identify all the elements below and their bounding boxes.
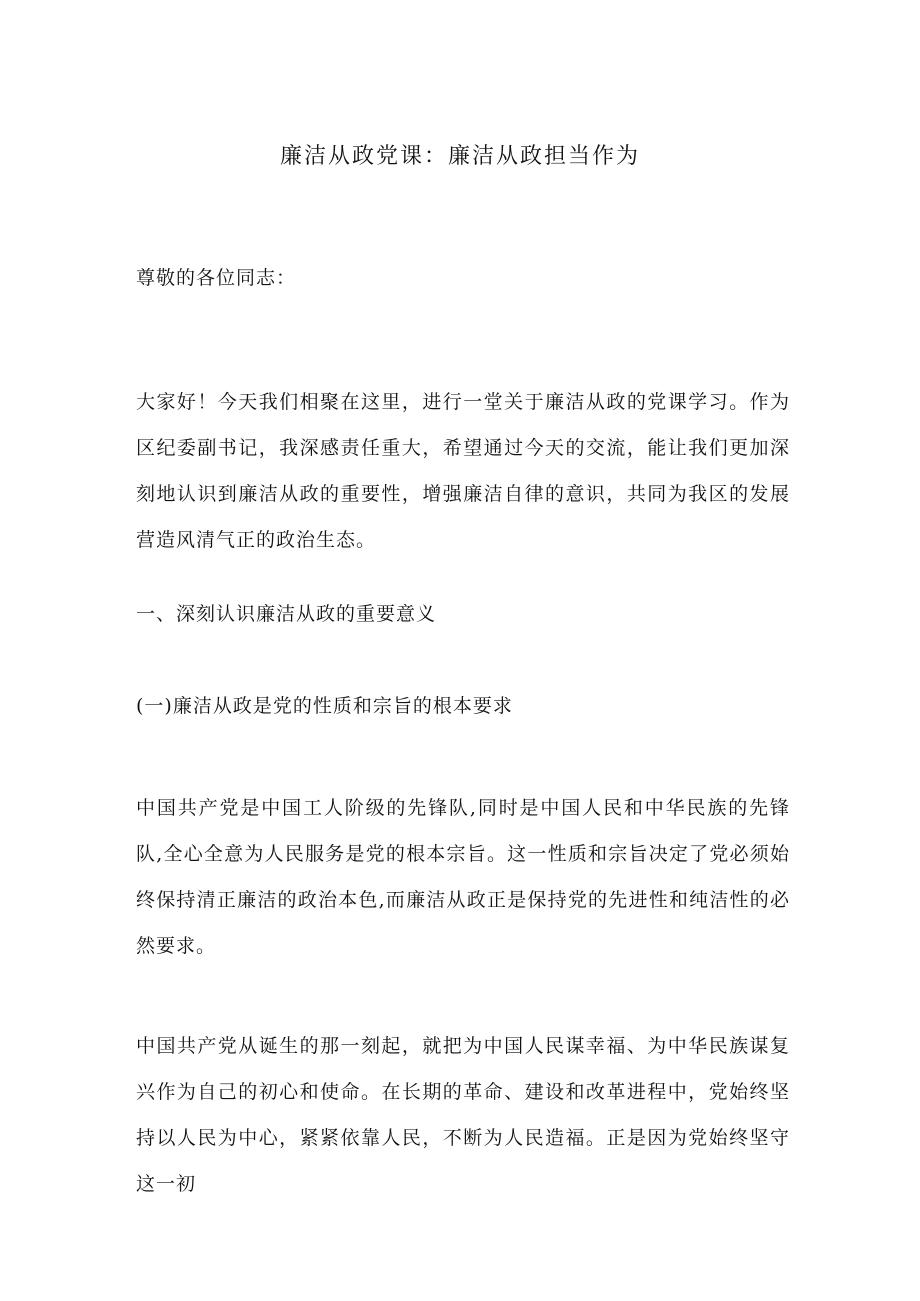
section-heading: 一、深刻认识廉洁从政的重要意义	[136, 603, 437, 625]
body-paragraph-1: 中国共产党是中国工人阶级的先锋队,同时是中国人民和中华民族的先锋队,全心全意为人民服务是党的根本宗旨。这一性质和宗旨决定了党必须始终保持清正廉洁的政治本色,而廉洁从政正是保持党的先进性和纯洁性的必然要求。	[136, 797, 790, 957]
intro-paragraph: 大家好！今天我们相聚在这里，进行一堂关于廉洁从政的党课学习。作为区纪委副书记，我深感责任重大，希望通过今天的交流，能让我们更加深刻地认识到廉洁从政的重要性，增强廉洁自律的意识，共同为我区的发展营造风清气正的政治生态。	[136, 391, 790, 551]
body-paragraph-2: 中国共产党从诞生的那一刻起，就把为中国人民谋幸福、为中华民族谋复兴作为自己的初心和使命。在长期的革命、建设和改革进程中，党始终坚持以人民为中心，紧紧依靠人民，不断为人民造福。正是因为党始终坚守这一初	[136, 1035, 790, 1195]
document-title: 廉洁从政党课：廉洁从政担当作为	[279, 144, 640, 169]
greeting-paragraph: 尊敬的各位同志：	[136, 267, 297, 289]
subsection-heading: (一)廉洁从政是党的性质和宗旨的根本要求	[136, 695, 513, 717]
